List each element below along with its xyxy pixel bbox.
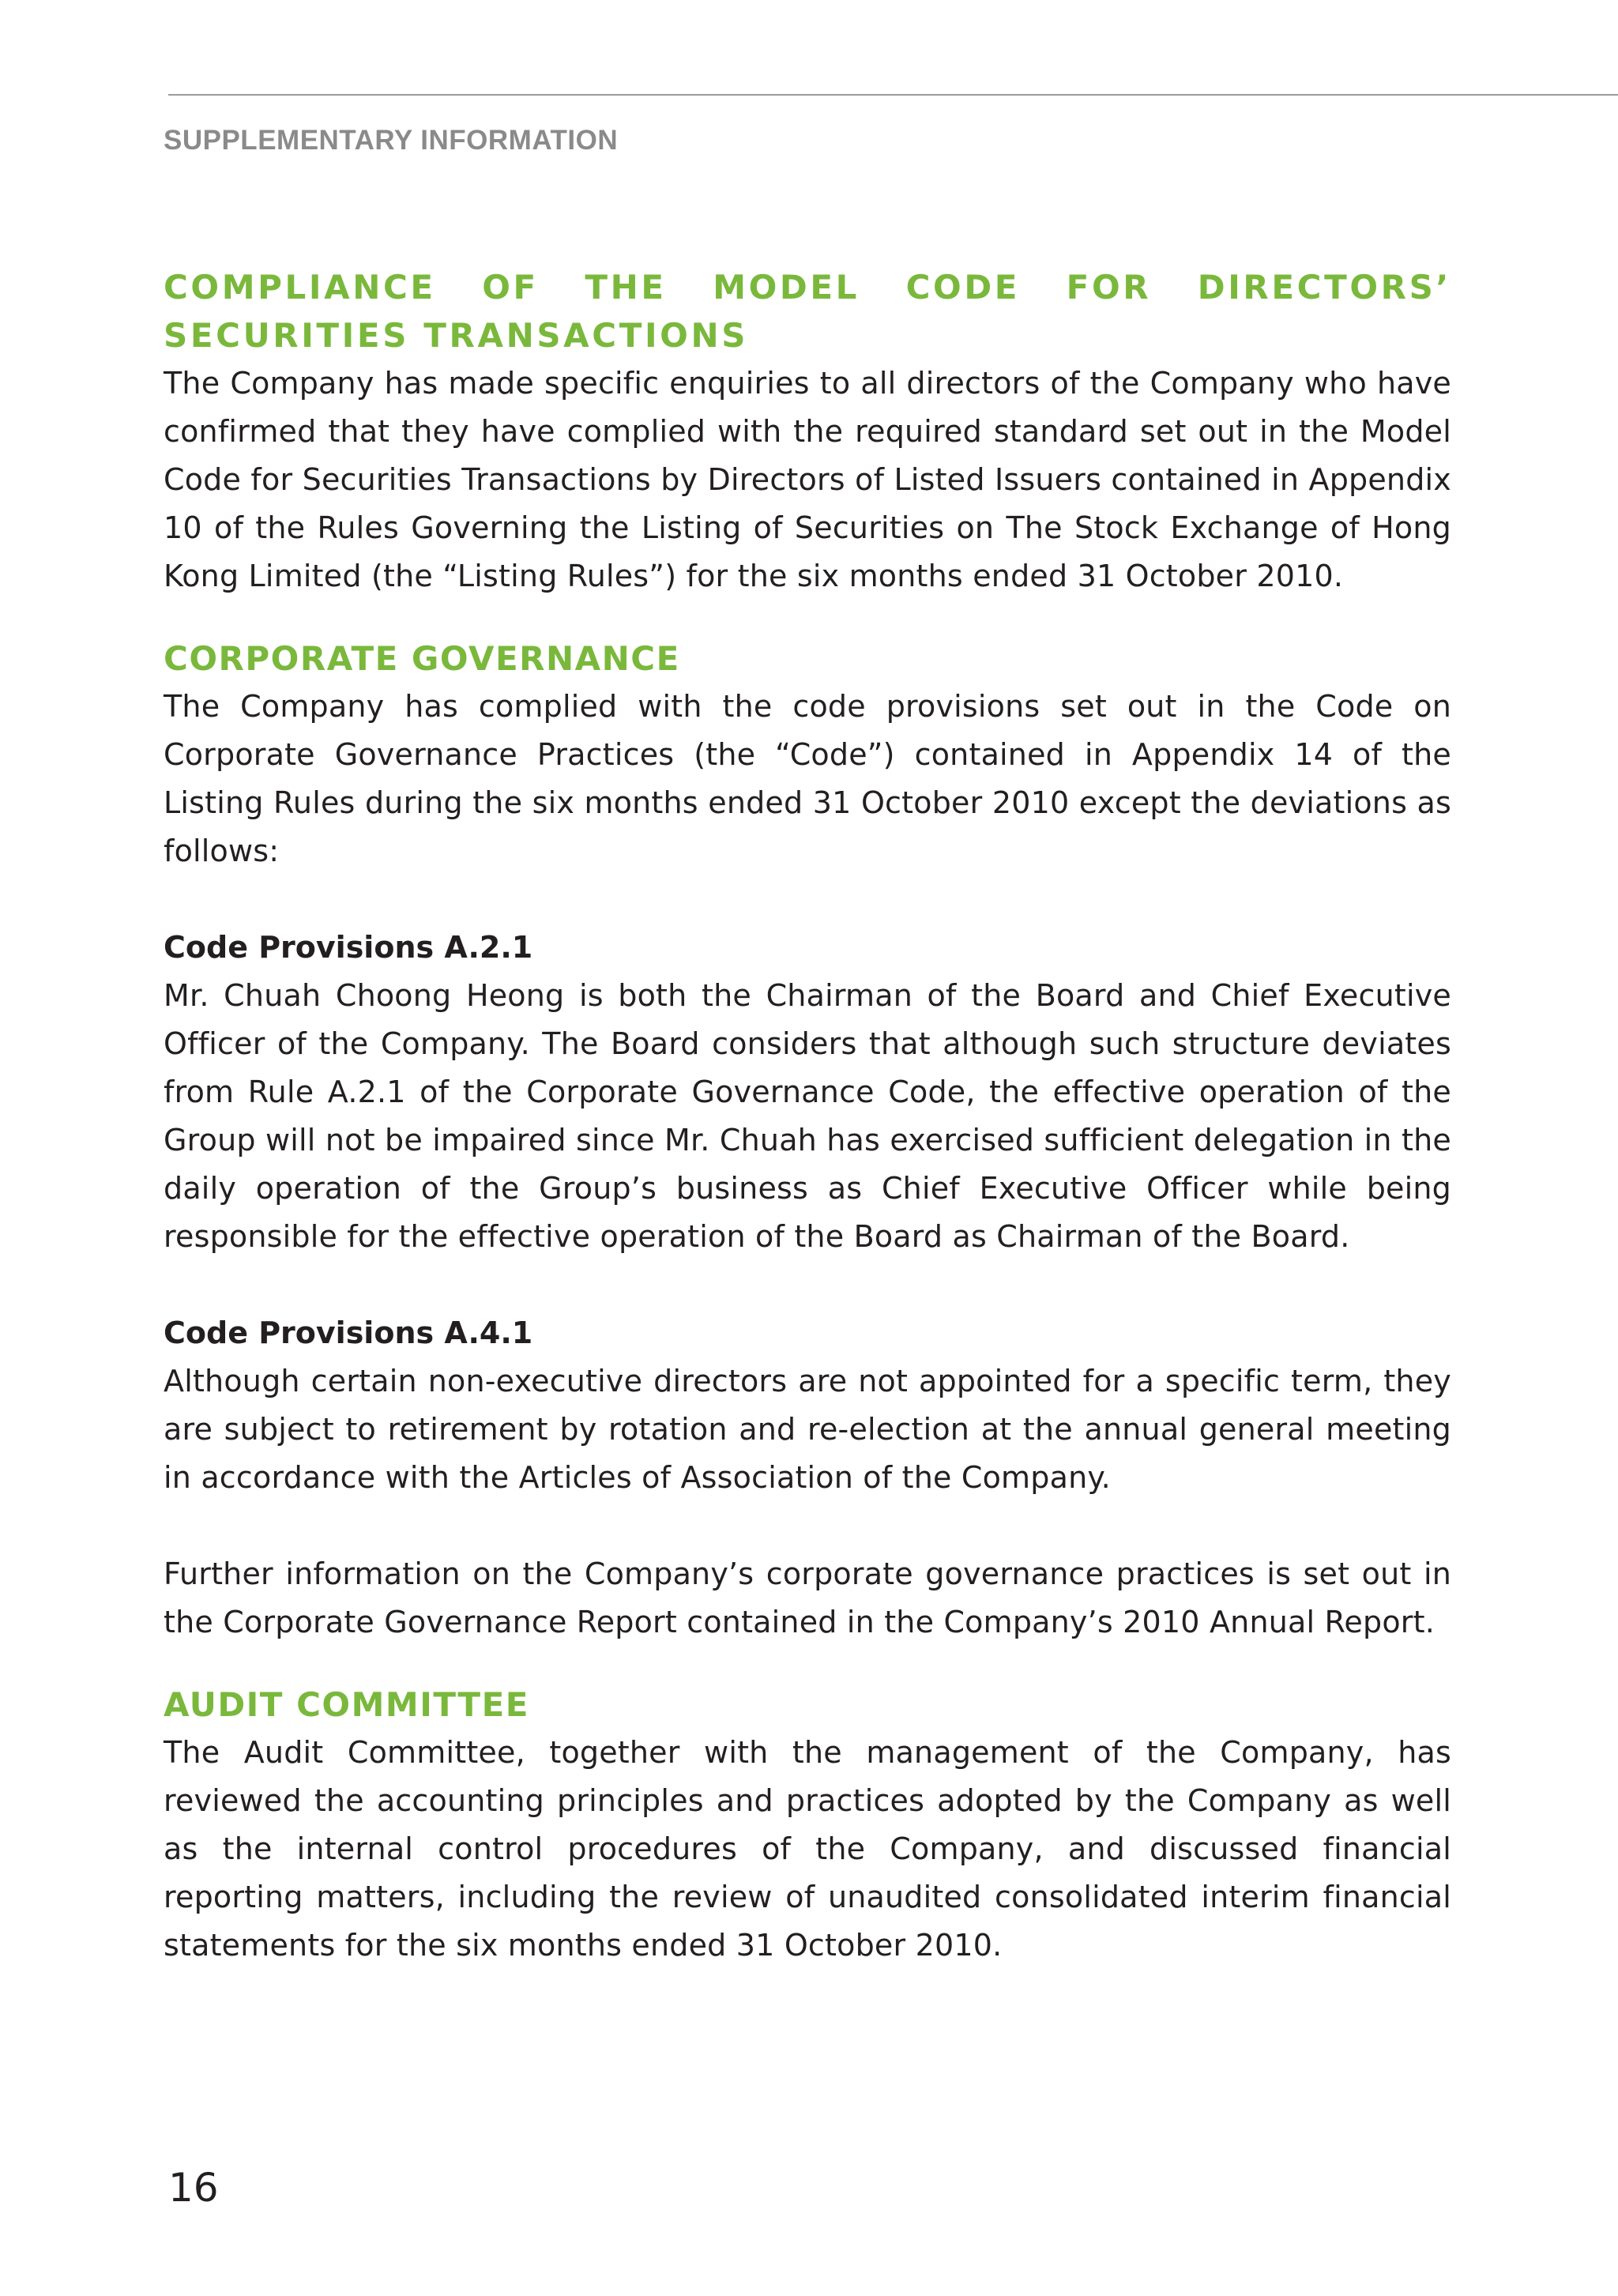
model-code-paragraph: The Company has made specific enquiries to all directors of the Company who have confirmed that they have complied with the required standard set out in the Model Code for Securities Transactions by Directors of Listed Issuers contained in Appendix 10 of the Rules Governing the Listing of Securities on The Stock Exchange of Hong Kong Limited (the “Listing Rules”) for the six months ended 31 October 2010. <box>164 366 1451 593</box>
section-label: SUPPLEMENTARY INFORMATION <box>164 125 619 156</box>
corporate-governance-heading: CORPORATE GOVERNANCE <box>164 639 680 678</box>
code-provision-a21-heading: Code Provisions A.2.1 <box>164 930 533 965</box>
code-provision-a41-paragraph: Although certain non-executive directors are not appointed for a specific term, they are subject to retirement by rotation and re-election at the annual general meeting in accordance with the Articles of Association of the Company. <box>164 1364 1451 1495</box>
corporate-governance-paragraph: The Company has complied with the code provisions set out in the Code on Corporate Governance Practices (the “Code”) contained in Appendix 14 of the Listing Rules during the six months ended 31 October 2010 except the deviations as follows: <box>164 689 1451 868</box>
spacer <box>164 1502 1451 1550</box>
audit-committee-paragraph: The Audit Committee, together with the management of the Company, has reviewed the accounting principles and practices adopted by the Company as well as the internal control procedures of the Company, and discussed financial reporting matters, including the review of unaudited consolidated interim financial statements for the six months ended 31 October 2010. <box>164 1735 1451 1963</box>
spacer <box>164 600 1451 634</box>
page-content <box>164 263 1451 1970</box>
page-number: 16 <box>168 2165 219 2211</box>
section-audit-committee <box>164 1681 1451 1970</box>
section-corporate-governance <box>164 634 1451 1647</box>
header-rule <box>168 94 1618 96</box>
audit-committee-heading: AUDIT COMMITTEE <box>164 1685 529 1724</box>
code-provision-a41-heading: Code Provisions A.4.1 <box>164 1315 533 1350</box>
spacer <box>164 1647 1451 1681</box>
further-information-paragraph: Further information on the Company’s corporate governance practices is set out in the Corporate Governance Report contained in the Company’s 2010 Annual Report. <box>164 1556 1451 1639</box>
section-model-code <box>164 263 1451 600</box>
spacer <box>164 875 1451 924</box>
model-code-heading: COMPLIANCE OF THE MODEL CODE FOR DIRECTORS’ SECURITIES TRANSACTIONS <box>164 268 1451 355</box>
spacer <box>164 1261 1451 1309</box>
code-provision-a21-paragraph: Mr. Chuah Choong Heong is both the Chairman of the Board and Chief Executive Officer of the Company. The Board considers that although such structure deviates from Rule A.2.1 of the Corporate Governance Code, the effective operation of the Group will not be impaired since Mr. Chuah has exercised sufficient delegation in the daily operation of the Group’s business as Chief Executive Officer while being responsible for the effective operation of the Board as Chairman of the Board. <box>164 978 1451 1254</box>
